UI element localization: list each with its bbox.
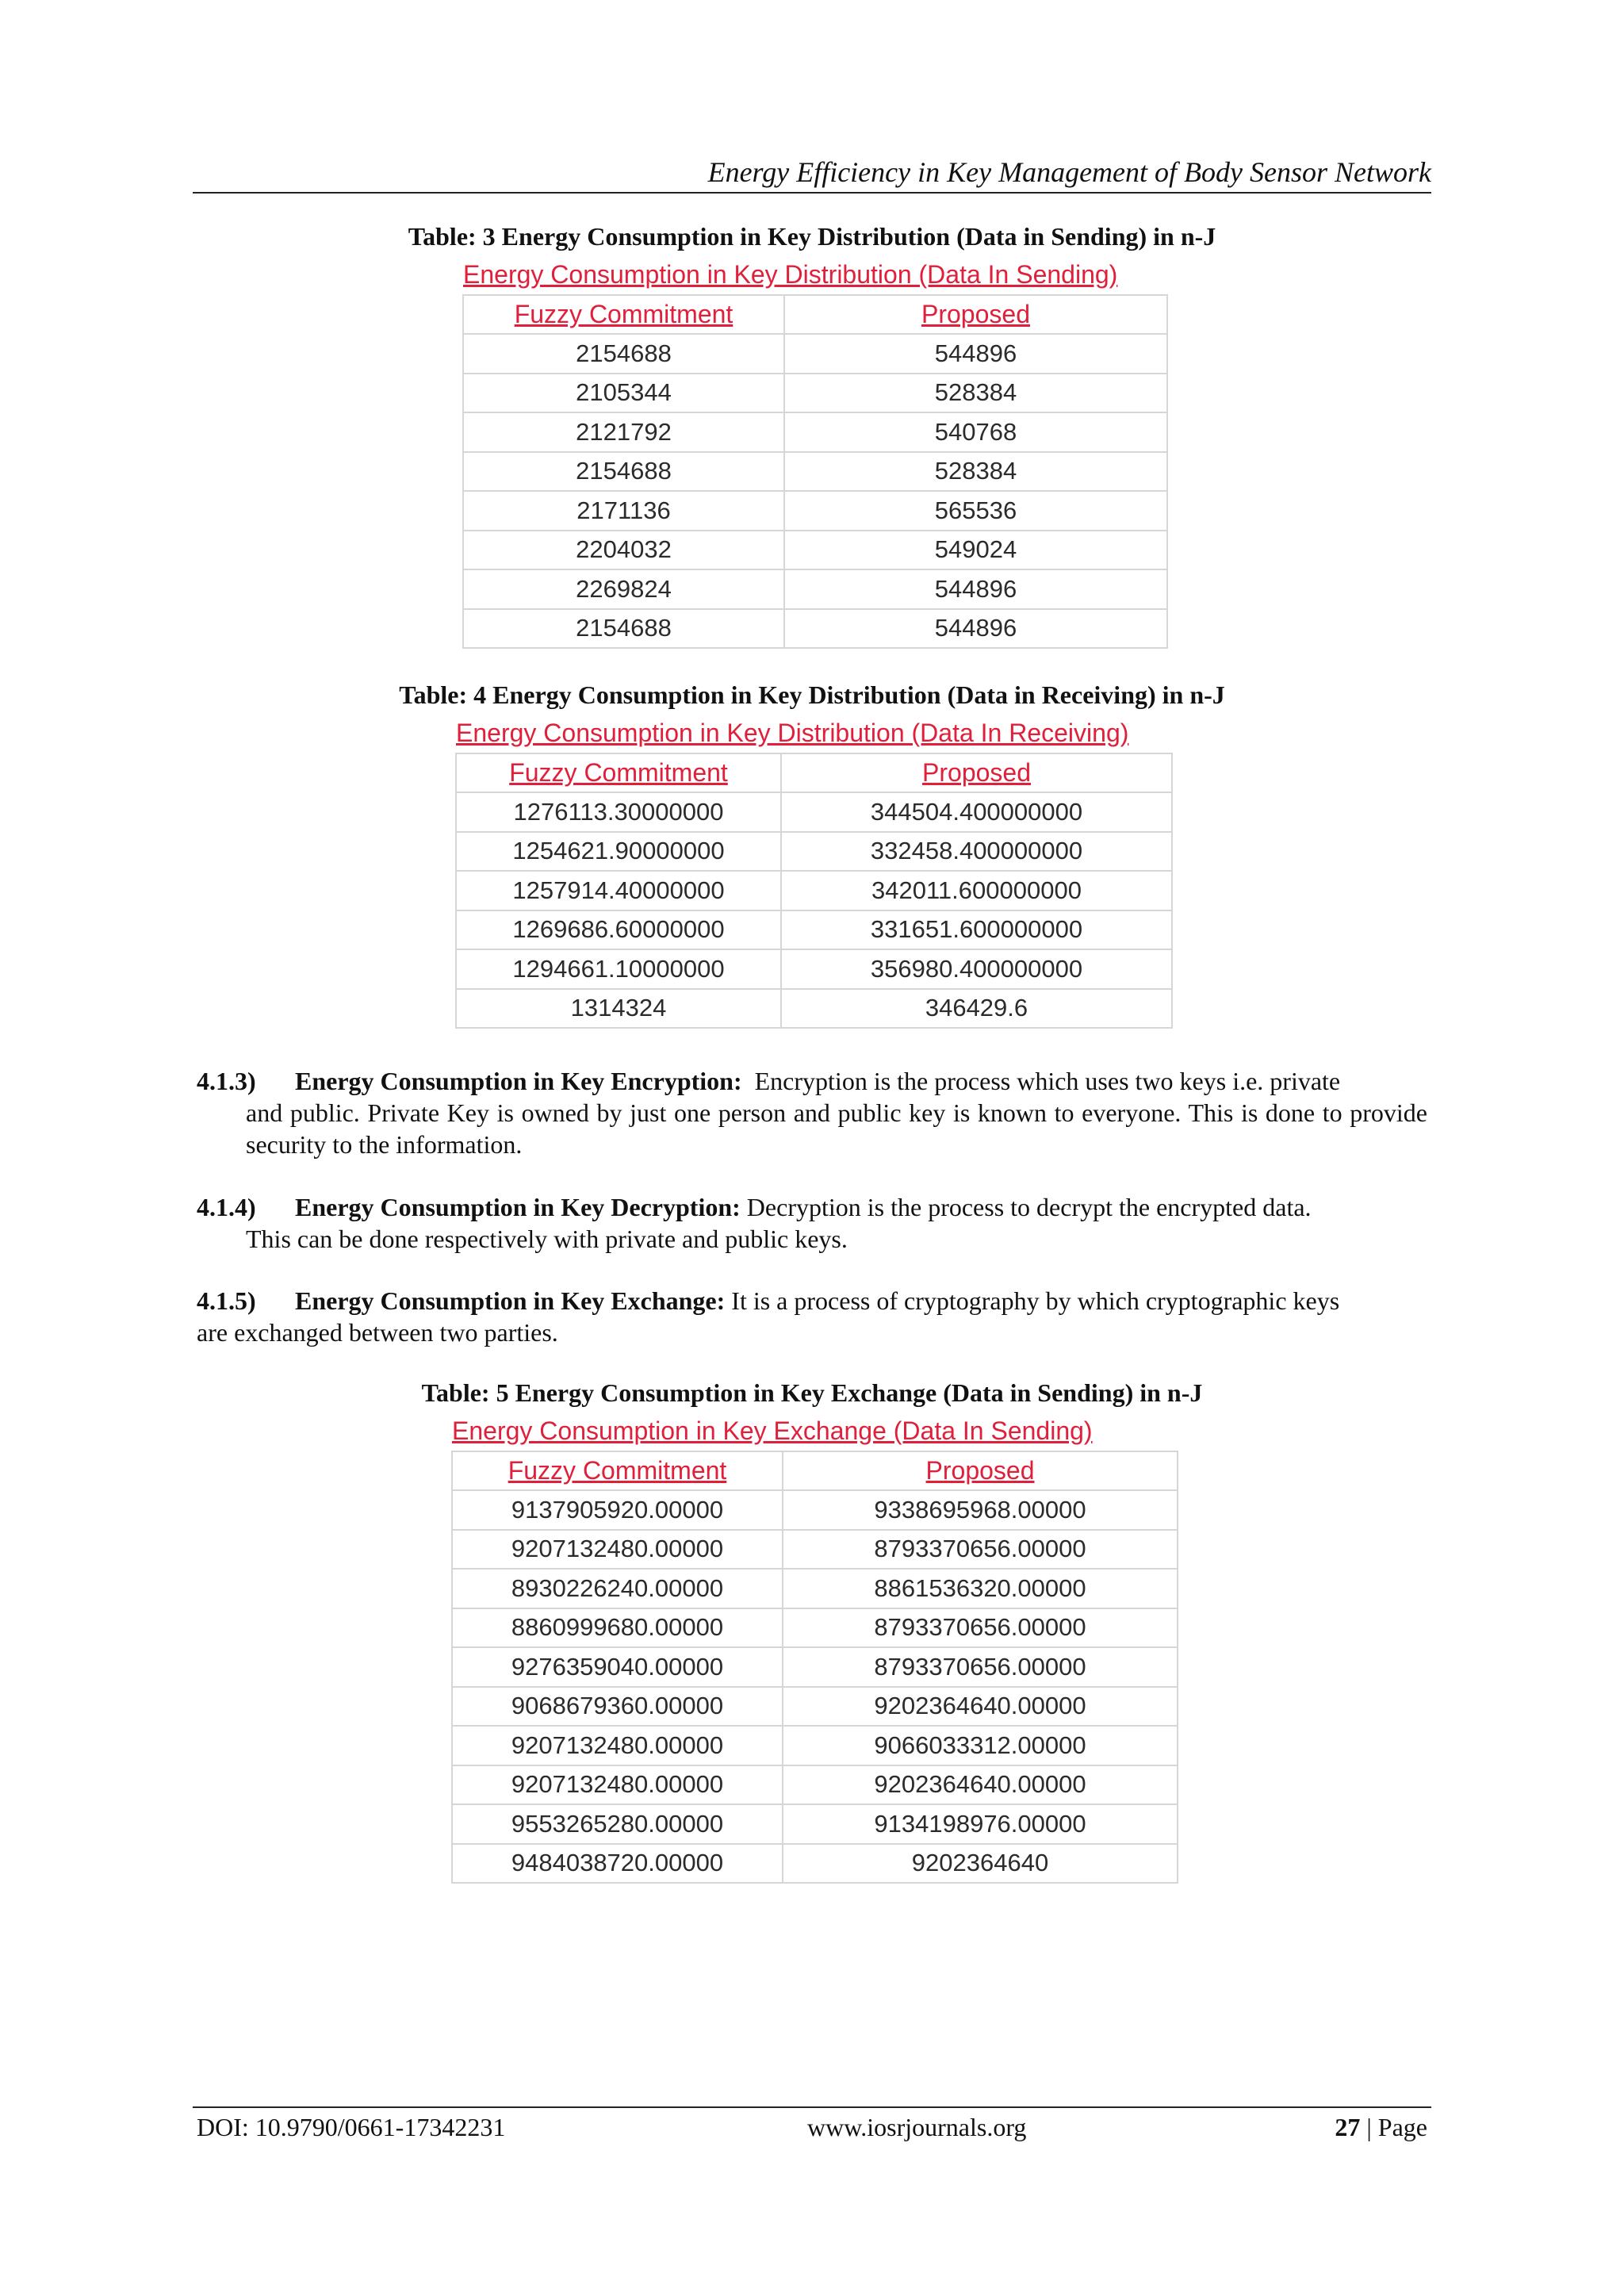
footer-site: www.iosrjournals.org [807,2113,1027,2141]
table-cell: 9137905920.00000 [452,1490,783,1530]
table-row [463,374,1167,413]
table-cell: 528384 [784,374,1167,413]
table-cell: 1269686.60000000 [456,910,781,950]
table-cell: 2171136 [463,491,784,531]
section-4-1-3 [197,1065,1427,1160]
section-heading: Energy Consumption in Key Decryption: [295,1193,741,1221]
table-cell: 544896 [784,334,1167,374]
table-row [456,910,1172,950]
table-row [463,531,1167,570]
column-header-proposed: Proposed [783,1451,1178,1491]
section-text: This can be done respectively with private and public keys. [246,1225,848,1253]
table-title: Energy Consumption in Key Exchange (Data In Sending) [452,1412,1178,1451]
table-row [452,1687,1178,1727]
table-cell: 2154688 [463,609,784,649]
table-cell: 9134198976.00000 [783,1804,1178,1844]
section-text-first: Encryption is the process which uses two keys i.e. private [754,1067,1341,1095]
table-cell: 540768 [784,412,1167,452]
table-cell: 2105344 [463,374,784,413]
section-number: 4.1.3) [197,1067,256,1095]
section-number: 4.1.4) [197,1193,256,1221]
page-number: 27 [1335,2113,1361,2141]
table-row [463,334,1167,374]
table-4 [455,714,1173,1029]
table-cell: 8793370656.00000 [783,1530,1178,1570]
table-row [456,871,1172,910]
table-cell: 356980.400000000 [781,949,1172,989]
table-cell: 9276359040.00000 [452,1647,783,1687]
table-row [452,1608,1178,1648]
table-title: Energy Consumption in Key Distribution (Data In Sending) [463,255,1167,295]
table-cell: 9202364640.00000 [783,1765,1178,1805]
table-cell: 9202364640 [783,1844,1178,1884]
table-row [463,609,1167,649]
table-cell: 549024 [784,531,1167,570]
table-row [463,491,1167,531]
table-row [456,989,1172,1029]
footer-rule [193,2106,1431,2108]
table-cell: 528384 [784,452,1167,492]
table-cell: 342011.600000000 [781,871,1172,910]
table-cell: 9066033312.00000 [783,1726,1178,1765]
table-cell: 2269824 [463,569,784,609]
table-row [452,1726,1178,1765]
table-5 [451,1412,1178,1884]
table-cell: 8793370656.00000 [783,1608,1178,1648]
table-title: Energy Consumption in Key Distribution (Data In Receiving) [456,714,1172,753]
table-cell: 2154688 [463,452,784,492]
table-3-caption: Table: 3 Energy Consumption in Key Distribution (Data in Sending) in n-J [408,222,1216,251]
table-row [452,1647,1178,1687]
section-heading: Energy Consumption in Key Exchange: [295,1286,726,1315]
section-4-1-4 [197,1191,1427,1255]
table-cell: 9207132480.00000 [452,1726,783,1765]
table-cell: 544896 [784,569,1167,609]
column-header-fuzzy-commitment: Fuzzy Commitment [463,295,784,335]
table-3 [462,255,1168,649]
table-cell: 565536 [784,491,1167,531]
table-cell: 544896 [784,609,1167,649]
section-text-first: It is a process of cryptography by which cryptographic keys [731,1286,1340,1315]
table-cell: 332458.400000000 [781,832,1172,872]
section-4-1-5 [197,1285,1427,1348]
table-row [452,1490,1178,1530]
table-cell: 1254621.90000000 [456,832,781,872]
table-cell: 9553265280.00000 [452,1804,783,1844]
table-cell: 8793370656.00000 [783,1647,1178,1687]
table-row [463,452,1167,492]
table-cell: 9068679360.00000 [452,1687,783,1727]
table-cell: 2154688 [463,334,784,374]
table-cell: 9207132480.00000 [452,1530,783,1570]
section-heading: Energy Consumption in Key Encryption: [295,1067,742,1095]
column-header-fuzzy-commitment: Fuzzy Commitment [452,1451,783,1491]
table-cell: 8860999680.00000 [452,1608,783,1648]
footer-page [1335,2113,1427,2142]
table-cell: 1294661.10000000 [456,949,781,989]
table-row [456,949,1172,989]
table-cell: 331651.600000000 [781,910,1172,950]
table-row [456,832,1172,872]
column-header-fuzzy-commitment: Fuzzy Commitment [456,753,781,793]
table-cell: 344504.400000000 [781,792,1172,832]
section-text-first: Decryption is the process to decrypt the encrypted data. [746,1193,1312,1221]
table-cell: 1276113.30000000 [456,792,781,832]
table-5-caption: Table: 5 Energy Consumption in Key Exchange (Data in Sending) in n-J [421,1378,1203,1407]
table-cell: 9338695968.00000 [783,1490,1178,1530]
table-cell: 9202364640.00000 [783,1687,1178,1727]
table-row [452,1569,1178,1608]
section-text: are exchanged between two parties. [197,1318,558,1347]
header-rule [193,192,1431,194]
table-cell: 1314324 [456,989,781,1029]
table-cell: 9207132480.00000 [452,1765,783,1805]
table-cell: 8930226240.00000 [452,1569,783,1608]
section-number: 4.1.5) [197,1286,256,1315]
table-row [452,1844,1178,1884]
table-cell: 346429.6 [781,989,1172,1029]
table-cell: 2121792 [463,412,784,452]
table-cell: 2204032 [463,531,784,570]
column-header-proposed: Proposed [781,753,1172,793]
table-row [452,1765,1178,1805]
table-cell: 9484038720.00000 [452,1844,783,1884]
page-label: | Page [1366,2113,1427,2141]
table-row [463,569,1167,609]
table-row [452,1804,1178,1844]
table-row [452,1530,1178,1570]
footer-doi: DOI: 10.9790/0661-17342231 [197,2113,506,2141]
table-4-caption: Table: 4 Energy Consumption in Key Distribution (Data in Receiving) in n-J [399,680,1225,709]
column-header-proposed: Proposed [784,295,1167,335]
running-head: Energy Efficiency in Key Management of Body Sensor Network [707,156,1431,188]
section-text: and public. Private Key is owned by just one person and public key is known to everyone. This is done to provide security to the information. [246,1098,1427,1159]
table-row [456,792,1172,832]
table-cell: 1257914.40000000 [456,871,781,910]
table-row [463,412,1167,452]
table-cell: 8861536320.00000 [783,1569,1178,1608]
